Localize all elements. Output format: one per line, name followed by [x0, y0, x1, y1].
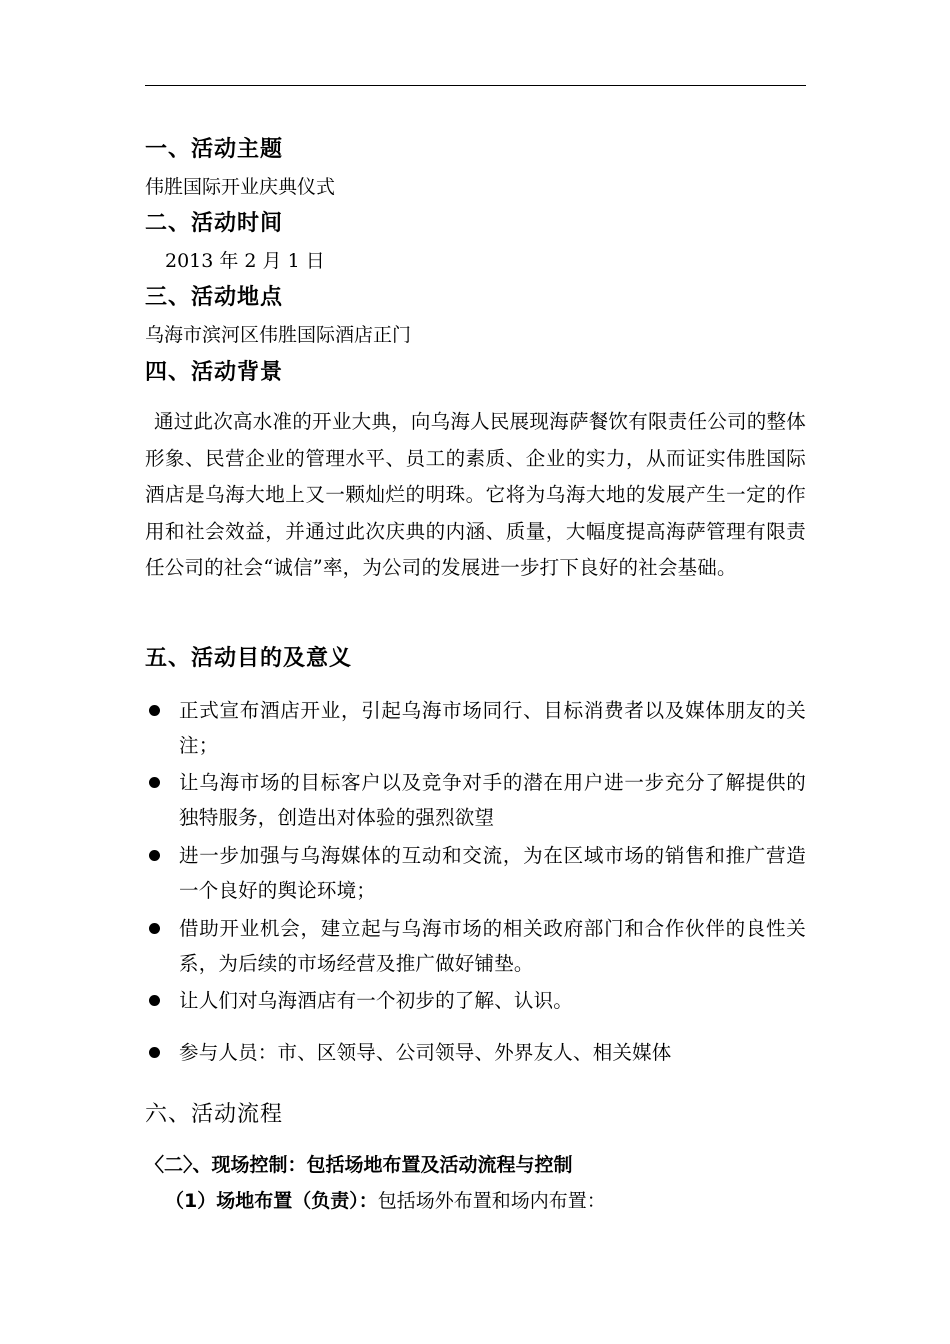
heading-purpose: 五、活动目的及意义: [145, 646, 353, 671]
subitem-venue-label: （1）场地布置（负责）：: [165, 1190, 378, 1212]
bullet-icon: [149, 923, 160, 934]
list-item-text: 让人们对乌海酒店有一个初步的了解、认识。: [179, 989, 574, 1012]
bullet-icon: [149, 1047, 160, 1058]
list-item-text: 参与人员：市、区领导、公司领导、外界友人、相关媒体: [179, 1041, 672, 1064]
subitem-venue-layout: [165, 1186, 826, 1216]
list-item-text: 借助开业机会，建立起与乌海市场的相关政府部门和合作伙伴的良性关系，为后续的市场经营及推广做好铺垫。: [179, 917, 806, 975]
text-theme: 伟胜国际开业庆典仪式: [145, 176, 336, 198]
heading-background: 四、活动背景: [145, 360, 284, 385]
list-item-text: 让乌海市场的目标客户以及竞争对手的潜在用户进一步充分了解提供的独特服务，创造出对体验的强烈欲望: [179, 771, 806, 829]
heading-location: 三、活动地点: [145, 285, 284, 310]
subheading-onsite-control: 〈二〉、现场控制：包括场地布置及活动流程与控制: [145, 1154, 573, 1176]
bullet-icon: [149, 995, 160, 1006]
text-time: 2013 年 2 月 1 日: [165, 250, 325, 272]
heading-process: 六、活动流程: [145, 1102, 284, 1127]
bullet-icon: [149, 850, 160, 861]
list-item-text: 进一步加强与乌海媒体的互动和交流，为在区域市场的销售和推广营造一个良好的舆论环境；: [179, 844, 806, 902]
header-rule: [145, 85, 806, 86]
bullet-icon: [149, 705, 160, 716]
heading-time: 二、活动时间: [145, 211, 284, 236]
subitem-venue-text: 包括场外布置和场内布置：: [377, 1190, 606, 1212]
bullet-icon: [149, 777, 160, 788]
text-location: 乌海市滨河区伟胜国际酒店正门: [145, 324, 412, 346]
list-item-text: 正式宣布酒店开业，引起乌海市场同行、目标消费者以及媒体朋友的关注；: [179, 699, 806, 757]
heading-theme: 一、活动主题: [145, 137, 284, 162]
text-background: 通过此次高水准的开业大典，向乌海人民展现海萨餐饮有限责任公司的整体形象、民营企业的管理水平、员工的素质、企业的实力，从而证实伟胜国际酒店是乌海大地上又一颗灿烂的明珠。它将为乌海大地的发展产生一定的作用和社会效益，并通过此次庆典的内涵、质量，大幅度提高海萨管理有限责任公司的社会“诚信”率，为公司的发展进一步打下良好的社会基础。: [145, 410, 806, 579]
